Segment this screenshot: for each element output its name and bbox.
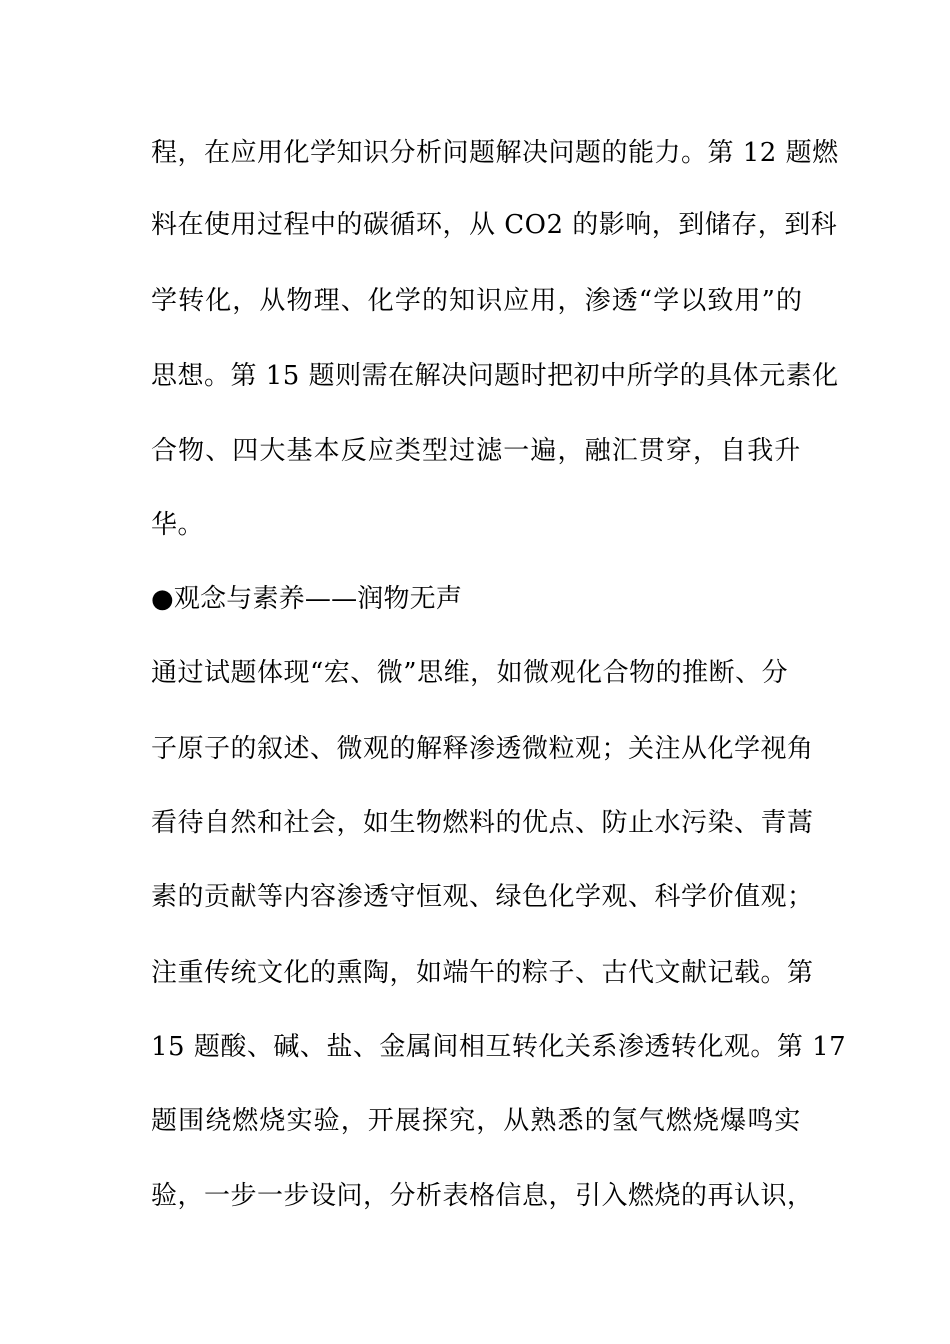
- paragraph-line: 学转化，从物理、化学的知识应用，渗透“学以致用”的: [151, 286, 804, 316]
- paragraph-line: 验，一步一步设问，分析表格信息，引入燃烧的再认识，: [151, 1181, 814, 1211]
- paragraph-line: 题围绕燃烧实验，开展探究，从熟悉的氢气燃烧爆鸣实: [151, 1106, 802, 1136]
- paragraph-line: 通过试题体现“宏、微”思维，如微观化合物的推断、分: [151, 658, 789, 688]
- paragraph-line: 注重传统文化的熏陶，如端午的粽子、古代文献记载。第: [151, 958, 814, 988]
- paragraph-line: 合物、四大基本反应类型过滤一遍，融汇贯穿，自我升: [151, 436, 802, 466]
- paragraph-line: 程，在应用化学知识分析问题解决问题的能力。第 12 题燃: [151, 138, 839, 168]
- paragraph-line: 看待自然和社会，如生物燃料的优点、防止水污染、青蒿: [151, 808, 814, 838]
- paragraph-line: 15 题酸、碱、盐、金属间相互转化关系渗透转化观。第 17: [151, 1032, 847, 1062]
- section-heading: ●观念与素养——润物无声: [151, 584, 463, 614]
- paragraph-line: 华。: [151, 510, 205, 540]
- paragraph-line: 料在使用过程中的碳循环，从 CO2 的影响，到储存，到科: [151, 210, 838, 240]
- paragraph-line: 子原子的叙述、微观的解释渗透微粒观；关注从化学视角: [151, 734, 814, 764]
- paragraph-line: 思想。第 15 题则需在解决问题时把初中所学的具体元素化: [151, 361, 839, 391]
- paragraph-line: 素的贡献等内容渗透守恒观、绿色化学观、科学价值观；: [151, 882, 814, 912]
